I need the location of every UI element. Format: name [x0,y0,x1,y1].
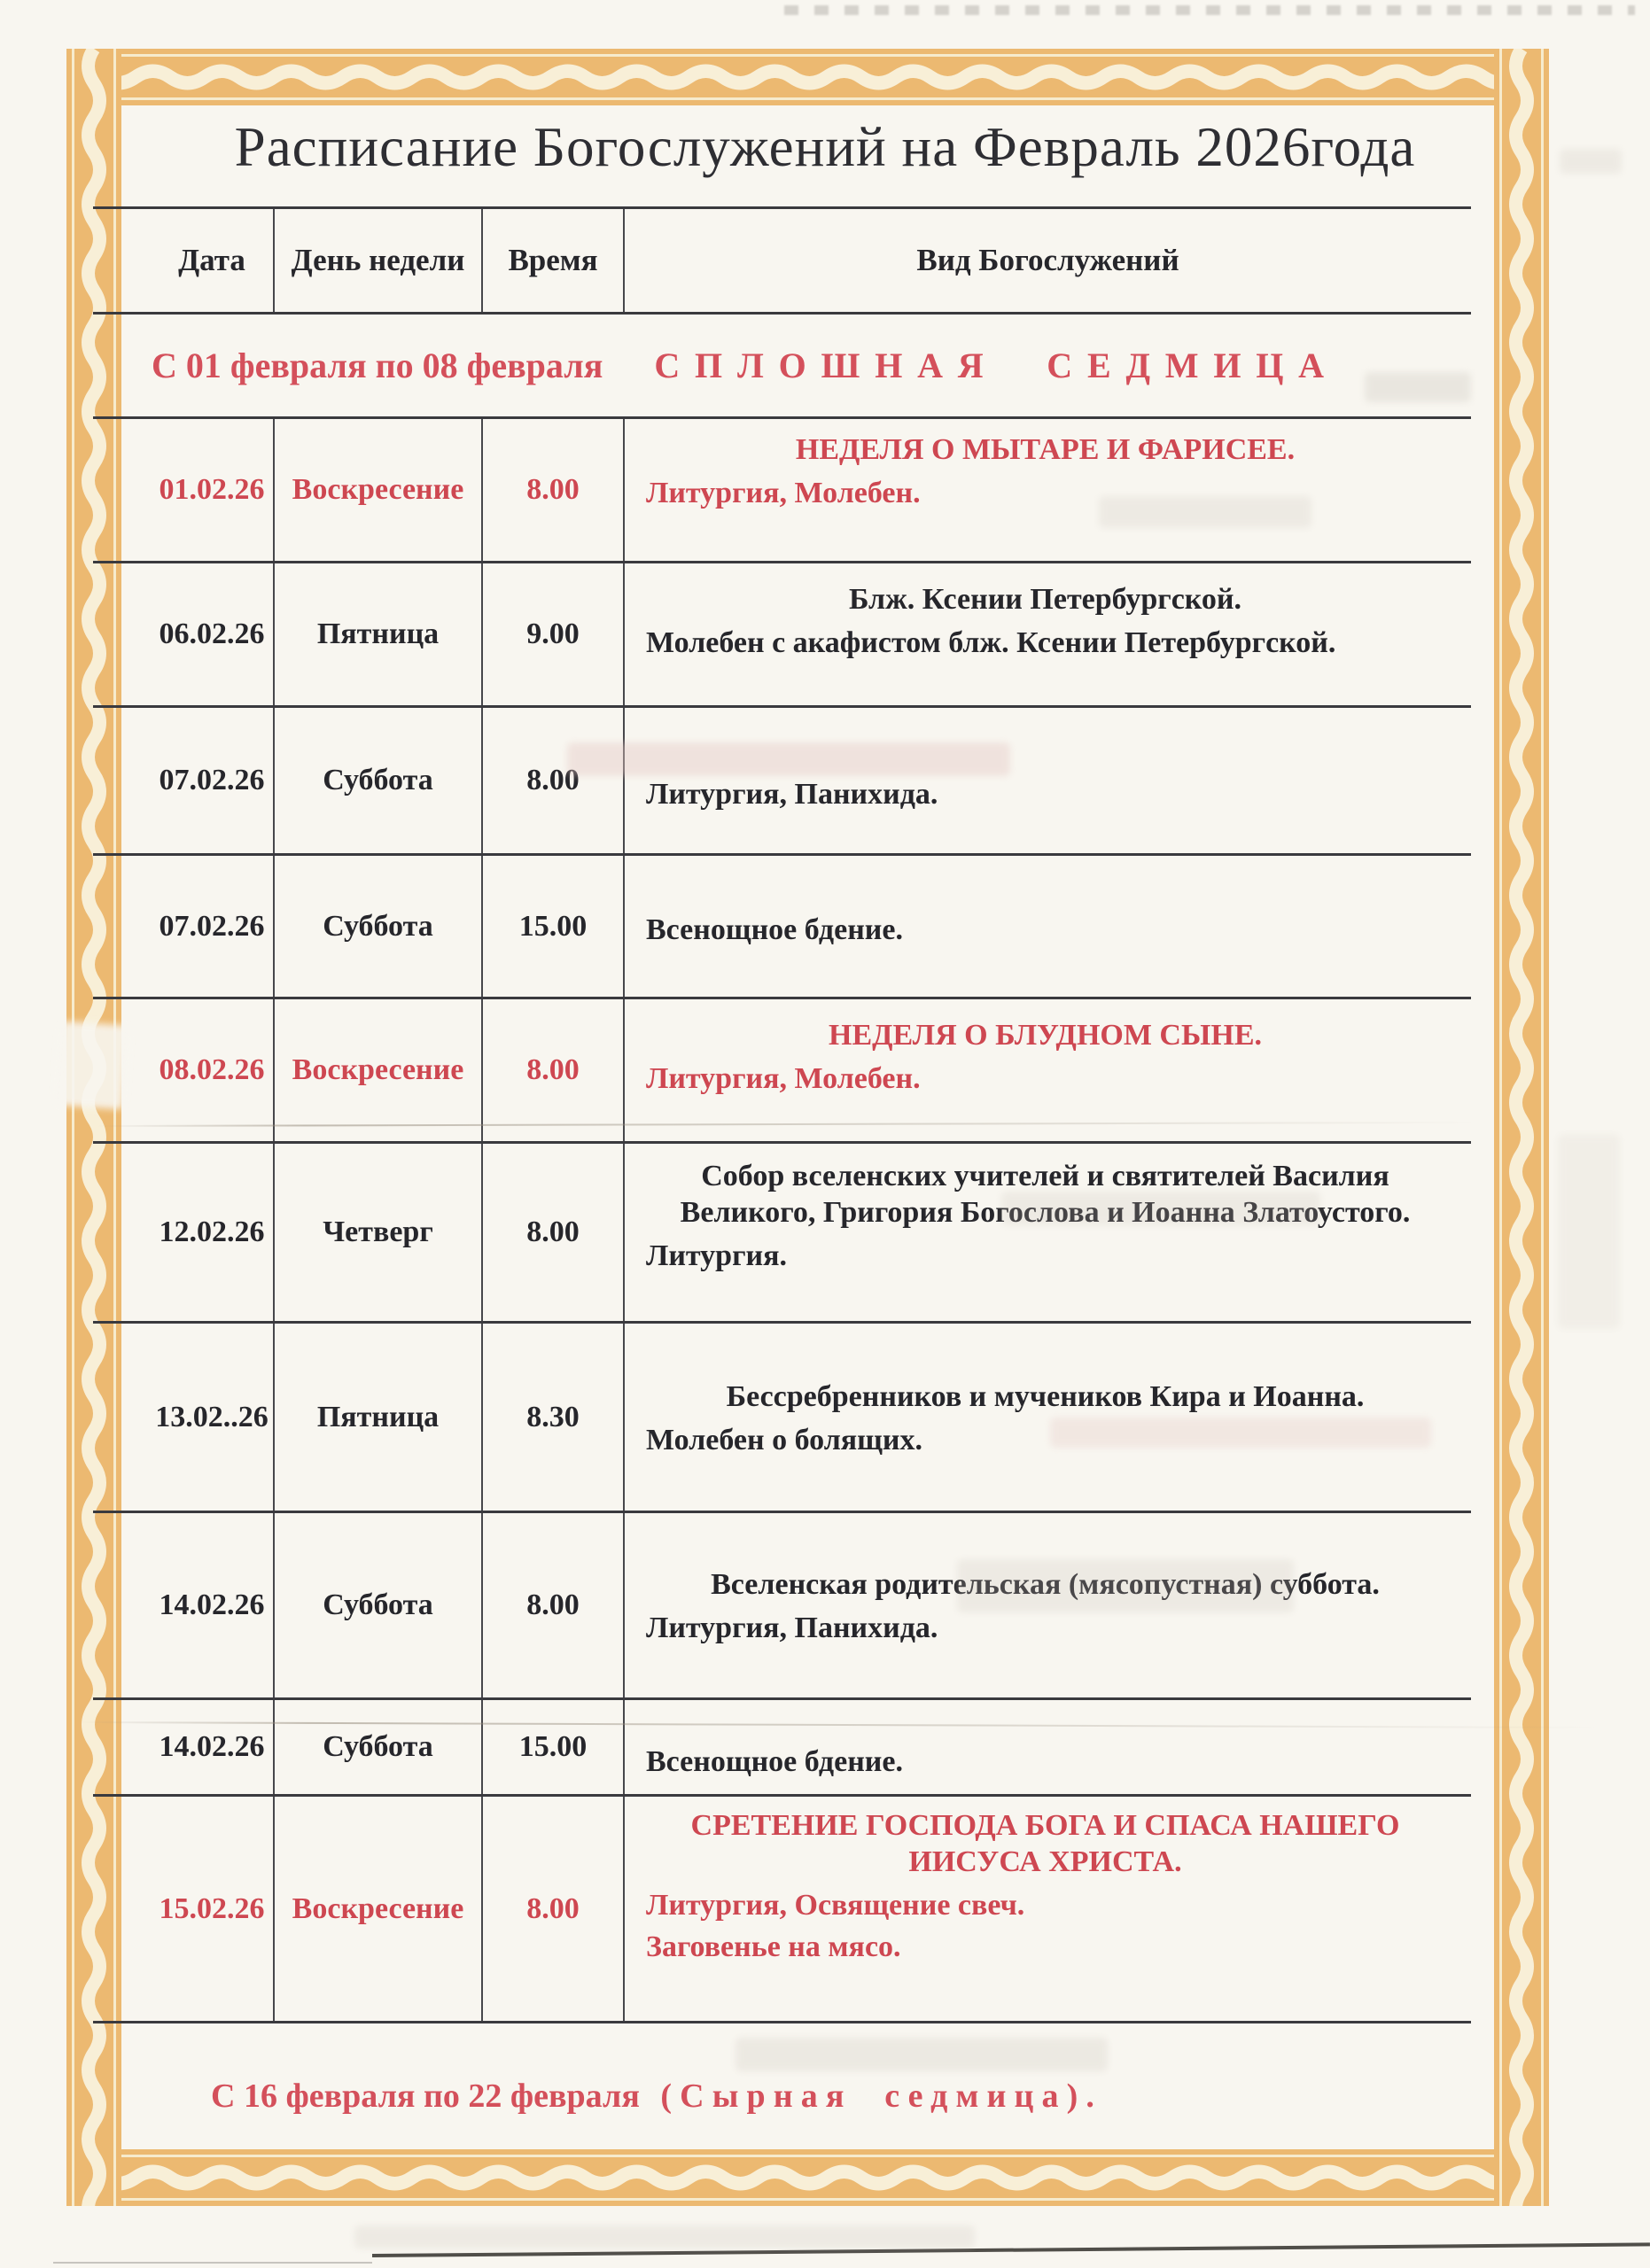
banner-week-name: СПЛОШНАЯ СЕДМИЦА [654,346,1339,385]
row-services [625,419,1471,561]
service-line: Литургия, Молебен. [646,1062,921,1095]
table-row [93,419,1471,563]
week-section-banner [93,315,1471,419]
bleed-through-smudge [1365,372,1471,402]
border-right-band [1494,49,1549,2206]
service-line: Заговенье на мясо. [646,1930,901,1963]
service-heading: Собор вселенских учителей и святителей Василия Великого, Григория Богослова и Иоанна Златоустого. [680,1160,1411,1229]
service-line: Молебен о болящих. [646,1424,922,1456]
column-header-time: Время [483,209,625,312]
service-line: Литургия, Молебен. [646,477,921,509]
column-header-day: День недели [275,209,483,312]
row-day: Суббота [275,1700,483,1794]
bleed-through-smudge [735,2038,1108,2071]
row-day: Воскресение [275,419,483,561]
gutter [93,999,151,1141]
row-date: 06.02.26 [151,563,275,705]
footer-week-name: (Сырная седмица). [660,2078,1103,2115]
bleed-through-smudge [567,742,1010,776]
gutter [93,563,151,705]
table-row [93,708,1471,856]
row-day: Четверг [275,1144,483,1321]
scanner-edge-line [53,2262,372,2264]
row-time: 8.00 [483,999,625,1141]
service-heading: СРЕТЕНИЕ ГОСПОДА БОГА И СПАСА НАШЕГО ИИСУСА ХРИСТА. [690,1809,1400,1878]
row-day: Пятница [275,563,483,705]
row-time: 15.00 [483,856,625,997]
table-header-row [93,209,1471,315]
row-date: 01.02.26 [151,419,275,561]
service-heading: Вселенская родительская (мясопустная) суббота. [711,1568,1380,1601]
row-time: 8.00 [483,419,625,561]
gutter [93,1513,151,1697]
row-services [625,856,1471,997]
row-date: 07.02.26 [151,708,275,853]
gutter [93,1797,151,2021]
service-line: Литургия, Панихида. [646,778,938,811]
banner-date-range: С 01 февраля по 08 февраля [152,346,603,385]
service-line: Молебен с акафистом блж. Ксении Петербургской. [646,626,1336,659]
row-services [625,1797,1471,2021]
row-time: 9.00 [483,563,625,705]
border-top-band [66,49,1549,105]
service-line: Всенощное бдение. [646,1745,903,1778]
gutter [93,708,151,853]
row-services [625,999,1471,1141]
page-title: Расписание Богослужений на Февраль 2026года [234,116,1416,178]
row-date: 07.02.26 [151,856,275,997]
scan-artifact [784,5,1635,15]
next-week-banner [211,2077,1102,2116]
bleed-through-smudge [1560,149,1622,174]
row-day: Пятница [275,1324,483,1511]
row-services [625,1144,1471,1321]
wave-pattern-icon [66,49,1549,105]
service-heading: НЕДЕЛЯ О МЫТАРЕ И ФАРИСЕЕ. [795,433,1296,466]
gutter [93,209,151,312]
row-date: 12.02.26 [151,1144,275,1321]
service-heading: Блж. Ксении Петербургской. [848,583,1242,616]
service-line: Литургия. [646,1239,788,1272]
wave-pattern-icon [1494,49,1549,2206]
column-header-service: Вид Богослужений [916,243,1179,277]
row-time: 8.30 [483,1324,625,1511]
wave-pattern-icon [66,2149,1549,2206]
row-day: Суббота [275,856,483,997]
row-day: Суббота [275,708,483,853]
footer-date-range: С 16 февраля по 22 февраля [211,2078,640,2115]
row-services [625,708,1471,853]
row-services [625,1700,1471,1794]
gutter [93,1144,151,1321]
row-date: 14.02.26 [151,1700,275,1794]
bleed-through-smudge [957,1559,1294,1612]
gutter [93,419,151,561]
bleed-through-smudge [1099,496,1311,528]
service-line: Литургия, Освящение свеч. [646,1889,1025,1922]
row-day: Суббота [275,1513,483,1697]
table-row [93,856,1471,999]
table-row [93,1797,1471,2023]
bleed-through-smudge [354,2225,975,2249]
table-row [93,563,1471,708]
bleed-through-smudge [1558,1134,1620,1329]
row-time: 8.00 [483,708,625,853]
row-day: Воскресение [275,1797,483,2021]
row-time: 8.00 [483,1513,625,1697]
table-row [93,1144,1471,1324]
row-date: 15.02.26 [151,1797,275,2021]
row-date: 13.02..26 [151,1324,275,1511]
column-header-date: Дата [151,209,275,312]
row-time: 15.00 [483,1700,625,1794]
table-row [93,1700,1471,1797]
gutter [93,1700,151,1794]
row-date: 14.02.26 [151,1513,275,1697]
bleed-through-smudge [1001,1192,1320,1225]
row-services [625,563,1471,705]
bleed-through-smudge [1050,1418,1431,1448]
schedule-table [93,206,1471,2023]
service-heading: НЕДЕЛЯ О БЛУДНОМ СЫНЕ. [829,1019,1262,1052]
gutter [93,1324,151,1511]
service-line: Литургия, Панихида. [646,1612,938,1644]
service-heading: Бессребренников и мучеников Кира и Иоанна. [726,1380,1365,1413]
row-time: 8.00 [483,1797,625,2021]
service-line: Всенощное бдение. [646,913,903,946]
row-time: 8.00 [483,1144,625,1321]
row-day: Воскресение [275,999,483,1141]
row-date: 08.02.26 [151,999,275,1141]
border-bottom-band [66,2149,1549,2206]
gutter [93,856,151,997]
